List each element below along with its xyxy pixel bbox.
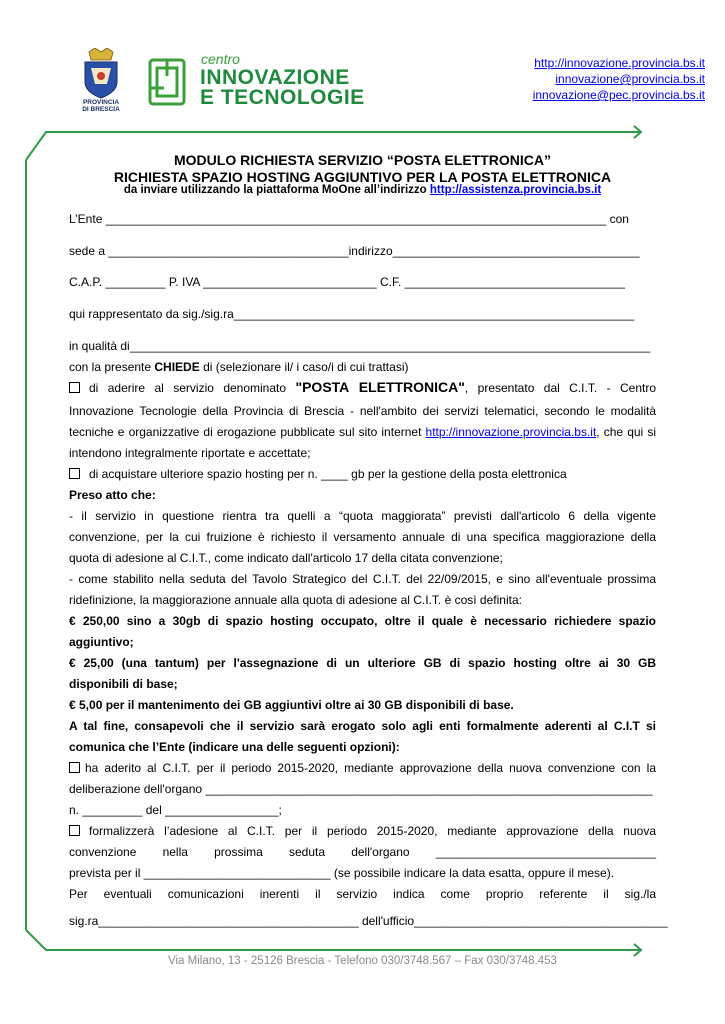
province-label-2: DI BRESCIA [82, 106, 120, 113]
adesione2-l2-pre: convenzione nella prossima seduta dell'organo [69, 845, 410, 859]
option1-checkbox[interactable] [69, 382, 80, 393]
tal-l1: A tal fine, consapevoli che il servizio sarà erogato solo agli enti formalmente aderenti al C.I.T si [69, 719, 656, 733]
logo-centro-text: centro [201, 51, 240, 67]
field-cap-piva-cf[interactable]: C.A.P. _________ P. IVA __________________________ C.F. _________________________________ [69, 275, 625, 289]
adesione2-l1 [69, 824, 656, 839]
fee3: € 5,00 per il mantenimento dei GB aggiuntivi oltre ai 30 GB disponibili di base. [69, 698, 514, 712]
instructions-text: da inviare utilizzando la piattaforma MoOne all’indirizzo [123, 184, 430, 196]
form-title: MODULO RICHIESTA SERVIZIO “POSTA ELETTRONICA” [174, 152, 551, 168]
option1-line3-pre: tecniche e organizzative di erogazione pubblicate sul sito internet [69, 425, 426, 439]
option1-pre: di aderire al servizio denominato [89, 381, 296, 395]
field-organo-seduta[interactable]: _________________________________ [435, 845, 656, 859]
chiede-pre: con la presente [69, 360, 155, 374]
option1-line3-post: , che qui si [596, 425, 656, 439]
field-sede-indirizzo[interactable]: sede a ____________________________________indirizzo_____________________________________ [69, 244, 640, 258]
option1-line4: intendono integralmente riportate e accettate; [69, 446, 311, 460]
assistenza-link[interactable]: http://assistenza.provincia.bs.it [429, 184, 602, 196]
fee2-l1: € 25,00 (una tantum) per l'assegnazione di un ulteriore GB di spazio hosting oltre ai 30 GB [69, 656, 656, 670]
form-subtitle: RICHIESTA SPAZIO HOSTING AGGIUNTIVO PER LA POSTA ELETTRONICA [113, 169, 612, 185]
fee1-l1: € 250,00 sino a 30gb di spazio hosting occupato, oltre il quale è necessario richiedere spazio [69, 614, 656, 628]
contact-email-link[interactable]: innovazione@provincia.bs.it [555, 72, 705, 86]
option1-line1 [69, 380, 656, 396]
preso-heading: Preso atto che: [69, 488, 156, 502]
contact-pec-link[interactable]: innovazione@pec.provincia.bs.it [532, 88, 705, 102]
field-ente[interactable]: L’Ente ___________________________________________________________________________ con [69, 212, 629, 226]
field-rappresentato[interactable]: qui rappresentato da sig./sig.ra____________________________________________________________ [69, 307, 635, 321]
fee1-l2: aggiuntivo; [69, 635, 134, 649]
province-label-1: PROVINCIA [82, 99, 120, 106]
option1-line3 [69, 425, 656, 440]
option1-post: , presentato dal C.I.T. - Centro [464, 381, 657, 395]
field-prevista-per[interactable]: prevista per il ____________________________ (se possibile indicare la data esatta, oppure il mese). [69, 866, 615, 880]
chiede-post: di (selezionare il/ i caso/i di cui trattasi) [199, 360, 409, 374]
referente-l1: Per eventuali comunicazioni inerenti il servizio indica come proprio referente il sig./la [69, 887, 656, 901]
province-crest-logo [79, 48, 123, 112]
preso-p2-l1: - come stabilito nella seduta del Tavolo Strategico del C.I.T. del 22/09/2015, e sino all'eventuale prossima [69, 572, 656, 586]
adesione2-l2 [69, 845, 656, 860]
chiede-bold: CHIEDE [154, 360, 200, 374]
chiede-line [69, 360, 408, 375]
cit-logo-mark [148, 58, 186, 106]
option1-service-name: "POSTA ELETTRONICA" [295, 379, 465, 395]
adesione2-text: formalizzerà l’adesione al C.I.T. per il periodo 2015-2020, mediante approvazione della nuova [89, 824, 656, 838]
field-qualita[interactable]: in qualità di______________________________________________________________________________ [69, 339, 651, 353]
contact-website-link[interactable]: http://innovazione.provincia.bs.it [534, 56, 705, 70]
logo-line-tecnologie: E TECNOLOGIE [200, 86, 365, 109]
preso-p1-l1: - il servizio in questione rientra tra quelli a “quota maggiorata” previsti dall'articolo 6 della vigente [69, 509, 656, 523]
field-numero-data[interactable]: n. _________ del _________________; [69, 803, 282, 817]
adesione1-l1 [69, 761, 656, 776]
option2-checkbox[interactable] [69, 468, 80, 479]
adesione2-checkbox[interactable] [69, 825, 80, 836]
adesione1-text: ha aderito al C.I.T. per il periodo 2015-2020, mediante approvazione della nuova convenzione con la [85, 761, 656, 775]
field-deliberazione[interactable]: deliberazione dell'organo ___________________________________________________________________ [69, 782, 653, 796]
preso-p1-l2: convenzione, per la cui fruizione è richiesto il versamento annuale di una specifica maggiorazione della [69, 530, 656, 544]
preso-p1-l3: quota di adesione al C.I.T., come indicato dall'articolo 17 della citata convenzione; [69, 551, 503, 565]
preso-p2-l2: ridefinizione, la maggiorazione annuale alla quota di adesione al C.I.T. è così definita: [69, 593, 522, 607]
option2-line [69, 467, 567, 482]
tal-l2: comunica che l’Ente (indicare una delle seguenti opzioni): [69, 740, 400, 754]
logo-line-innovazione: INNOVAZIONE [200, 66, 350, 89]
frame-bottom-line [26, 930, 640, 950]
form-instructions [0, 184, 725, 196]
option1-line2: Innovazione Tecnologie della Provincia di Brescia - nell'ambito dei servizi telematici, secondo le modalità [69, 404, 656, 418]
footer-address: Via Milano, 13 - 25126 Brescia - Telefono 030/3748.567 – Fax 030/3748.453 [168, 955, 557, 967]
option2-text: di acquistare ulteriore spazio hosting per n. ____ gb per la gestione della posta elettronica [89, 467, 567, 481]
fee2-l2: disponibili di base; [69, 677, 178, 691]
header-contacts [533, 55, 705, 103]
field-referente-ufficio[interactable]: sig.ra_______________________________________ dell'ufficio______________________________________ [69, 914, 668, 928]
adesione1-checkbox[interactable] [69, 762, 80, 773]
innovazione-site-link[interactable]: http://innovazione.provincia.bs.it [425, 425, 597, 439]
